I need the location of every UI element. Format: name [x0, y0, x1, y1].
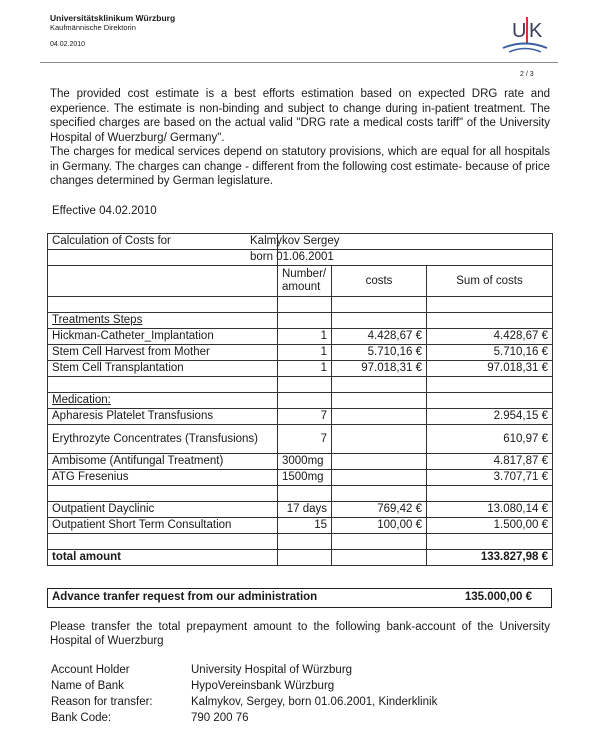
table-row — [48, 502, 553, 518]
table-header-row — [48, 266, 553, 297]
table-row — [48, 313, 553, 329]
treatment-number: 1 — [278, 345, 332, 361]
patient-born-text: born 01.06.2001 — [250, 251, 334, 263]
intro-paragraph-2: The charges for medical services depend on statutory provisions, which are equal for all hospitals in Germany. The charges can change - different from the following cost estimate- because of price changes determined by German legislature. — [50, 146, 550, 187]
medication-number: 1500mg — [278, 470, 332, 486]
header-institution: Universitätsklinikum Würzburg — [50, 13, 176, 23]
medication-name: ATG Fresenius — [48, 470, 278, 486]
treatment-name: Stem Cell Harvest from Mother — [48, 345, 278, 361]
medication-name: Apharesis Platelet Transfusions — [48, 409, 278, 425]
header-department: Kaufmännische Direktorin — [50, 23, 136, 32]
medication-number: 7 — [278, 409, 332, 425]
col-number-header: Number/ amount — [278, 266, 332, 297]
table-row — [48, 534, 553, 550]
medication-number: 3000mg — [278, 454, 332, 470]
table-row — [48, 377, 553, 393]
header-date: 04.02.2010 — [50, 41, 86, 48]
table-row — [48, 234, 553, 250]
treatment-cost: 5.710,16 € — [332, 345, 427, 361]
table-row — [48, 345, 553, 361]
table-row — [48, 425, 553, 454]
table-row — [48, 250, 553, 266]
bank-key: Name of Bank — [51, 680, 124, 692]
table-row — [48, 470, 553, 486]
treatment-sum: 5.710,16 € — [427, 345, 553, 361]
university-logo — [500, 12, 550, 56]
total-label: total amount — [48, 550, 278, 566]
treatment-cost: 97.018,31 € — [332, 361, 427, 377]
treatment-number: 1 — [278, 361, 332, 377]
bank-row — [51, 696, 551, 712]
outpatient-sum: 13.080,14 € — [427, 502, 553, 518]
bank-key: Account Holder — [51, 664, 130, 676]
bank-value: Kalmykov, Sergey, born 01.06.2001, Kinderklinik — [191, 696, 438, 708]
page-number: 2 / 3 — [520, 71, 534, 78]
transfer-instructions: Please transfer the total prepayment amount to the following bank-account of the University Hospital of Wuerzburg — [50, 621, 550, 647]
treatments-heading: Treatments Steps — [48, 313, 278, 329]
bank-value: 790 200 76 — [191, 712, 249, 724]
logo-wave-2 — [509, 49, 541, 53]
medication-sum: 2.954,15 € — [427, 409, 553, 425]
table-row — [48, 329, 553, 345]
col-sum-header: Sum of costs — [427, 266, 553, 297]
cost-table — [47, 233, 553, 566]
treatment-name: Hickman-Catheter_Implantation — [48, 329, 278, 345]
table-row — [48, 297, 553, 313]
medication-name: Ambisome (Antifungal Treatment) — [48, 454, 278, 470]
outpatient-number: 17 days — [278, 502, 332, 518]
advance-amount: 135.000,00 € — [464, 591, 532, 603]
col-costs-header: costs — [332, 266, 427, 297]
table-row — [48, 361, 553, 377]
intro-paragraph-1: The provided cost estimate is a best efforts estimation based on expected DRG rate and experience. The estimate is non-binding and subject to change during in-patient treatment. The specified charges are based on the actual valid "DRG rate a medical costs tariff" of the University Hospital of Wuerzburg/ Germany". — [50, 88, 550, 144]
outpatient-cost: 100,00 € — [332, 518, 427, 534]
outpatient-number: 15 — [278, 518, 332, 534]
table-row — [48, 393, 553, 409]
total-row — [48, 550, 553, 566]
bank-value: University Hospital of Würzburg — [191, 664, 353, 676]
medication-sum: 4.817,87 € — [427, 454, 553, 470]
treatment-cost: 4.428,67 € — [332, 329, 427, 345]
bank-row — [51, 712, 551, 728]
bank-row — [51, 680, 551, 696]
bank-key: Reason for transfer: — [51, 696, 153, 708]
treatment-sum: 97.018,31 € — [427, 361, 553, 377]
logo-letter-u: U — [512, 20, 527, 42]
treatment-number: 1 — [278, 329, 332, 345]
outpatient-cost: 769,42 € — [332, 502, 427, 518]
advance-request-box — [47, 588, 552, 608]
bank-row — [51, 664, 551, 680]
calc-label: Calculation of Costs for — [48, 234, 278, 250]
total-value: 133.827,98 € — [427, 550, 553, 566]
patient-name-text: Kalmykov Sergey — [250, 235, 340, 247]
logo-letter-k: K — [529, 20, 543, 42]
medication-name: Erythrozyte Concentrates (Transfusions) — [48, 425, 278, 454]
advance-label: Advance tranfer request from our administration — [52, 591, 318, 603]
intro-text — [50, 87, 550, 189]
patient-name — [250, 234, 553, 250]
table-row — [48, 518, 553, 534]
treatment-sum: 4.428,67 € — [427, 329, 553, 345]
outpatient-name: Outpatient Dayclinic — [48, 502, 278, 518]
outpatient-sum: 1.500,00 € — [427, 518, 553, 534]
table-row — [48, 486, 553, 502]
medication-sum: 3.707,71 € — [427, 470, 553, 486]
patient-born — [250, 250, 553, 266]
bank-details — [51, 664, 551, 728]
medication-sum: 610,97 € — [427, 425, 553, 454]
medication-number: 7 — [278, 425, 332, 454]
logo-wave — [503, 44, 547, 49]
table-row — [48, 454, 553, 470]
medication-heading: Medication: — [48, 393, 278, 409]
treatment-name: Stem Cell Transplantation — [48, 361, 278, 377]
outpatient-name: Outpatient Short Term Consultation — [48, 518, 278, 534]
table-row — [48, 409, 553, 425]
effective-date: Effective 04.02.2010 — [52, 205, 157, 217]
bank-key: Bank Code: — [51, 712, 112, 724]
header-divider — [40, 62, 558, 63]
bank-value: HypoVereinsbank Würzburg — [191, 680, 335, 692]
